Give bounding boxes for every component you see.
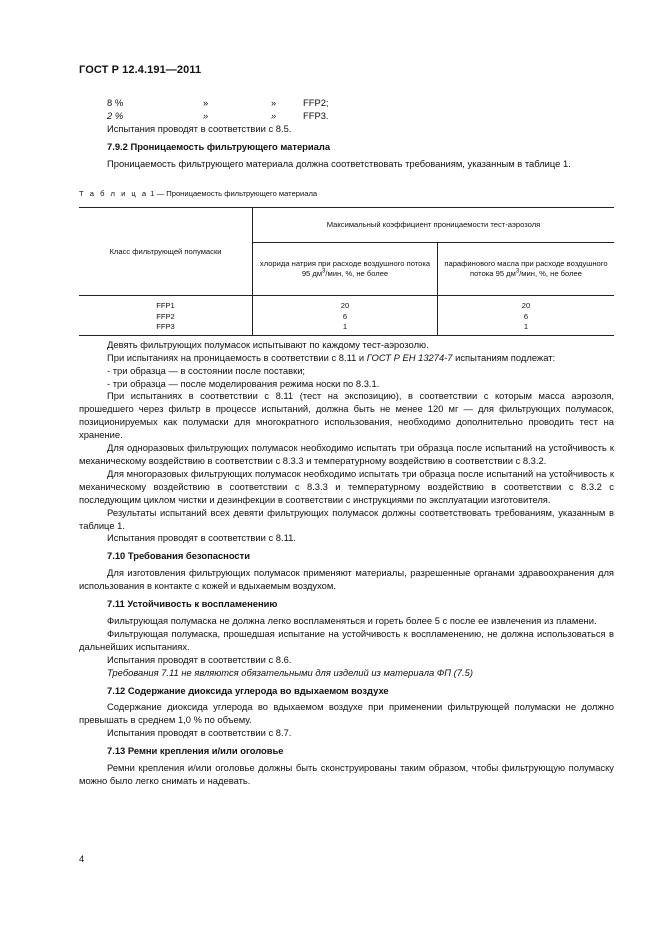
paragraph: Фильтрующая полумаска, прошедшая испытание на устойчивость к воспламенению, не должна использоваться в дальнейших испытаниях. bbox=[79, 627, 614, 652]
section-heading-7-13: 7.13 Ремни крепления и/или оголовье bbox=[107, 745, 284, 757]
section-heading-7-9-2: 7.9.2 Проницаемость фильтрующего материала bbox=[107, 140, 331, 152]
paragraph: Девять фильтрующих полумасок испытывают по каждому тест-аэрозолю. bbox=[107, 338, 429, 350]
bullet-item: - три образца — после моделирования режима носки по 8.3.1. bbox=[107, 377, 380, 389]
bullet-item: - три образца — в состоянии после поставки; bbox=[107, 364, 306, 376]
page-number: 4 bbox=[79, 853, 85, 864]
paragraph: Испытания проводят в соответствии с 8.11. bbox=[107, 532, 296, 544]
paragraph: Для одноразовых фильтрующих полумасок необходимо испытать три образца после испытаний на устойчивость к механическому воздействию в соответствии с 8.3.3 и температурному воздействию в соответствии с 8.3.2. bbox=[79, 442, 614, 466]
table-header-group: Максимальный коэффициент проницаемости тест-аэрозоля bbox=[253, 208, 615, 243]
table-header-nacl: хлорида натрия при расходе воздушного потока 95 $дм^3$/мин, %, не более bbox=[253, 243, 438, 296]
table-row: FFP3 1 1 bbox=[79, 322, 614, 335]
paragraph: Для изготовления фильтрующих полумасок применяют материалы, разрешенные органами здравоохранения для использования в контакте с кожей и вдыхаемым воздухом. bbox=[79, 567, 614, 592]
note: Требования 7.11 не являются обязательными для изделий из материала ФП (7.5) bbox=[107, 666, 473, 678]
table-caption: Т а б л и ц а 1 — Проницаемость фильтрующего материала bbox=[79, 189, 318, 199]
list-item: 8 % » » FFP2; bbox=[107, 96, 329, 108]
paragraph: Содержание диоксида углерода во вдыхаемом воздухе при применении фильтрующей полумаски не должно превышать в среднем 1,0 % по объему. bbox=[79, 701, 614, 726]
table-header-class: Класс фильтрующей полумаски bbox=[79, 208, 253, 296]
section-heading-7-11: 7.11 Устойчивость к воспламенению bbox=[107, 598, 278, 610]
paragraph: Проницаемость фильтрующего материала должна соответствовать требованиям, указанным в таблице 1. bbox=[107, 157, 571, 169]
paragraph: Испытания проводят в соответствии с 8.7. bbox=[107, 727, 292, 739]
paragraph: Ремни крепления и/или оголовье должны быть сконструированы таким образом, чтобы фильтрующую полумаску можно было легко снимать и надевать. bbox=[79, 762, 614, 786]
paragraph: Для многоразовых фильтрующих полумасок необходимо испытать три образца после испытаний на устойчивость к механическому воздействию в соответствии с 8.3.3 и температурному воздействию в соответствии с 8.3.2 с последующим циклом чистки и дезинфекции в соответствии с инструкциями по эксплуатации изготовителя. bbox=[79, 467, 614, 505]
paragraph: Испытания проводят в соответствии с 8.5. bbox=[107, 122, 292, 134]
table-header-oil: парафинового масла при расходе воздушного потока 95 $дм^3$/мин, %, не более bbox=[438, 243, 615, 296]
paragraph: При испытаниях на проницаемость в соответствии с 8.11 и ГОСТ Р ЕН 13274-7 испытаниям подлежат: bbox=[107, 351, 556, 363]
continued-list bbox=[79, 97, 614, 123]
paragraph: Фильтрующая полумаска не должна легко воспламеняться и гореть более 5 с после ее извлечения из пламени. bbox=[107, 614, 597, 626]
section-heading-7-10: 7.10 Требования безопасности bbox=[107, 550, 250, 562]
paragraph: Испытания проводят в соответствии с 8.6. bbox=[107, 653, 292, 665]
table-row: FFP1 20 20 bbox=[79, 296, 614, 312]
table-row: FFP2 6 6 bbox=[79, 312, 614, 323]
paragraph: Результаты испытаний всех девяти фильтрующих полумасок должны соответствовать требованиям, указанным в таблице 1. bbox=[79, 506, 614, 531]
permeability-table bbox=[79, 207, 614, 336]
paragraph: При испытаниях в соответствии с 8.11 (тест на экспозицию), в соответствии с которым масса аэрозоля, прошедшего через фильтр в процессе испытаний, должна быть не менее 120 мг — для фильтрующих полумасок, позиционируемых как полумаски для многократного использования, необходимо дополнительно проводить тест на хранение. bbox=[79, 390, 614, 441]
list-item: 2 % » » FFP3. bbox=[107, 109, 329, 121]
section-heading-7-12: 7.12 Содержание диоксида углерода во вдыхаемом воздухе bbox=[107, 684, 389, 696]
document-header: ГОСТ Р 12.4.191—2011 bbox=[79, 64, 202, 76]
